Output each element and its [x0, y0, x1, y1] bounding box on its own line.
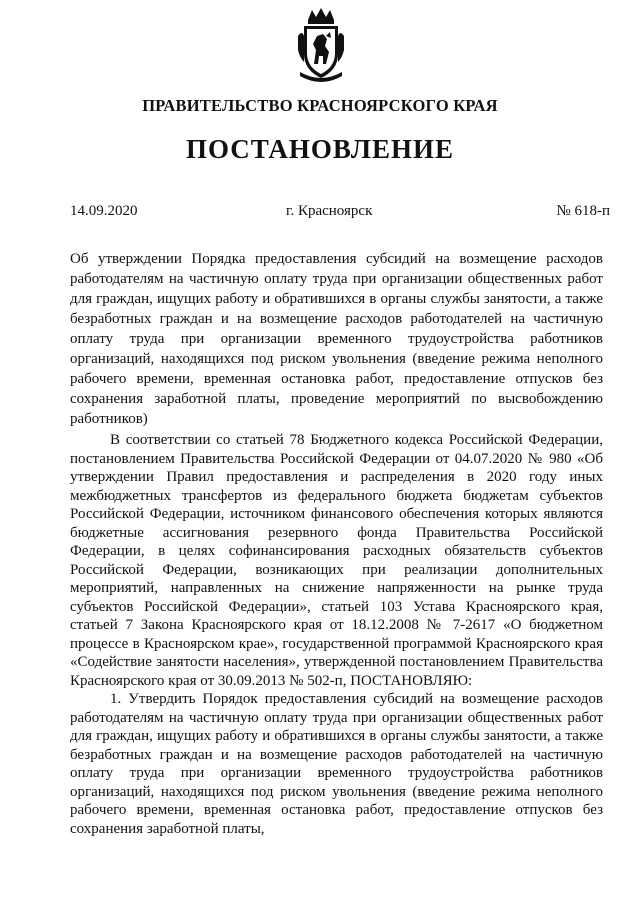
preamble-paragraph: В соответствии со статьей 78 Бюджетного кодекса Российской Федерации, постановлением Правительства Российской Федерации от 04.07.2020 № 980 «Об утверждении Правил предоставления и распределения в 2020 году иных межбюджетных трансфертов из федерального бюджета бюджетам субъектов Российской Федерации, источником финансового обеспечения которых являются бюджетные ассигнования резервного фонда Правительства Российской Федерации, в целях софинансирования расходных обязательств субъектов Российской Федерации, возникающих при реализации дополнительных мероприятий, направленных на снижение напряженности на рынке труда субъектов Российской Федерации», статьей 103 Устава Красноярского края, статьей 7 Закона Красноярского края от 18.12.2008 № 7-2617 «О бюджетном процессе в Красноярском крае», государственной программой Красноярского края «Содействие занятости населения», утвержденной постановлением Правительства Красноярского края от 30.09.2013 № 502-п, ПОСТАНОВЛЯЮ:: [70, 432, 603, 689]
document-title: ПОСТАНОВЛЕНИЕ: [185, 134, 455, 164]
document-city: г. Красноярск: [286, 203, 373, 219]
document-subject: Об утверждении Порядка предоставления субсидий на возмещение расходов работодателям на частичную оплату труда при организации общественных работ для граждан, ищущих работу и обратившихся в органы службы занятости, а также безработных граждан и на возмещение расходов работодателей на частичную оплату труда при организации временного трудоустройства работников организаций, находящихся под риском увольнения (введение режима неполного рабочего времени, временная остановка работ, предоставление отпусков без сохранения заработной платы, проведение мероприятий по высвобождению работников): [70, 251, 603, 427]
krasnoyarsk-coat-of-arms-icon: [296, 6, 346, 82]
document-body: [70, 431, 603, 838]
document-date: 14.09.2020: [70, 203, 138, 219]
item-1-paragraph: 1. Утвердить Порядок предоставления субсидий на возмещение расходов работодателям на частичную оплату труда при организации общественных работ для граждан, ищущих работу и обратившихся в органы службы занятости, а также безработных граждан и на возмещение расходов работодателей на частичную оплату труда при организации временного трудоустройства работников организаций, находящихся под риском увольнения (введение режима неполного рабочего времени, временная остановка работ, предоставление отпусков без сохранения заработной платы,: [70, 691, 603, 837]
government-heading: ПРАВИТЕЛЬСТВО КРАСНОЯРСКОГО КРАЯ: [142, 96, 498, 115]
document-number: № 618-п: [556, 203, 610, 219]
